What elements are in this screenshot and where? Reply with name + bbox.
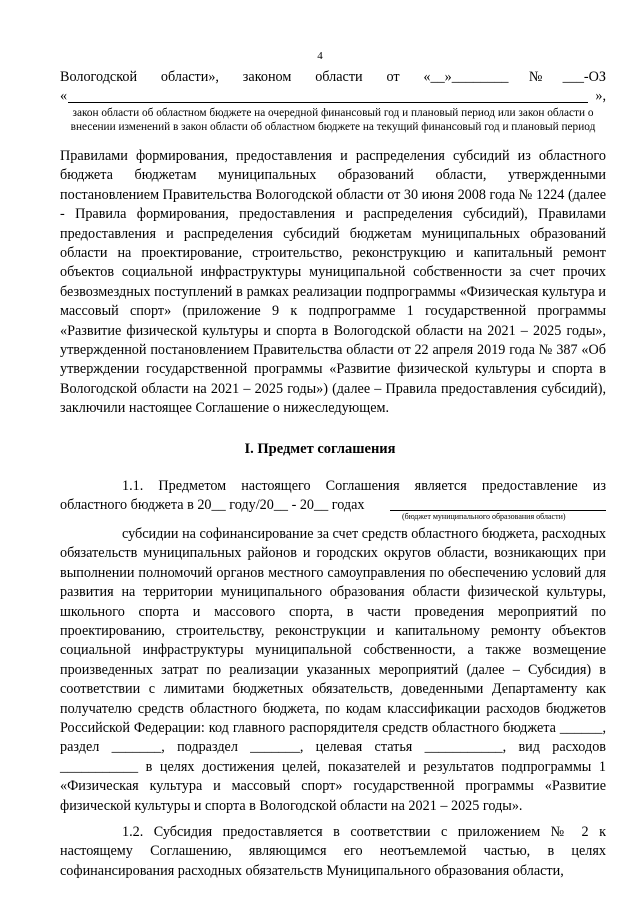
law-reference-line: Вологодской области», законом области от «__»________№___-ОЗ (60, 69, 606, 85)
section-heading: I. Предмет соглашения (244, 441, 396, 457)
intro-paragraph: Правилами формирования, предоставления и распределения субсидий из областного бюджета бюджетам муниципальных образований области, утвержденными постановлением Правительства Вологодской области от 30 июня 2008 года № 1224 (далее - Правила формирования, предоставления и распределения субсидий), Правилами предоставления и распределения субсидий бюджетам муниципальных образований области на проектирование, строительство, реконструкцию и капитальный ремонт объектов социальной инфраструктуры муниципальной собственности за счет прочих безвозмездных поступлений в рамках реализации подпрограммы «Физическая культура и массовый спорт» (приложение 9 к подпрограмме 1 государственной программы «Развитие физической культуры и спорта в Вологодской области на 2021 – 2025 годы», утвержденной постановлением Правительства области от 22 апреля 2019 года № 387 «Об утверждении государственной программы «Развитие физической культуры и спорта в Вологодской области на 2021 – 2025 годы») (далее – Правила предоставления субсидий), заключили настоящее Соглашение о нижеследующем. (60, 148, 606, 417)
clause-1-2: 1.2. Субсидия предоставляется в соответствии с приложением № 2 к настоящему Соглашению, являющимся его неотъемлемой частью, в целях софинансирования расходных обязательств Муниципального образования области, (60, 824, 606, 879)
budget-caption: (бюджет муниципального образования области) (402, 512, 566, 521)
law-name-underline (68, 102, 588, 103)
page-number: 4 (317, 50, 323, 62)
law-name-blank-line (60, 87, 606, 106)
clause-1-1-first-line: 1.1. Предметом настоящего Соглашения является предоставление из (122, 478, 606, 494)
close-quote: », (595, 88, 606, 104)
open-quote: « (60, 88, 68, 104)
law-caption: закон области об областном бюджете на очередной финансовый год и плановый период или закон области о внесении изменений в закон области об областном бюджете на текущий финансовый год и плановый период (70, 107, 596, 133)
budget-underline (390, 510, 606, 511)
clause-1-1-body: субсидии на софинансирование за счет средств областного бюджета, расходных обязательств муниципальных районов и городских округов области, возникающих при выполнении полномочий органов местного самоуправления по обеспечению условий для развития на территории муниципального образования области физической культуры, школьного спорта и массового спорта, в части проведения мероприятий по проектированию, строительству, реконструкции и капитальному ремонту объектов социальной инфраструктуры муниципальной собственности, а также возмещение произведенных затрат по реализации указанных мероприятий (далее – Субсидия) в соответствии с лимитами бюджетных обязательств, доведенными Департаменту как получателю средств областного бюджета, по кодам классификации расходов бюджетов Российской Федерации: код главного распорядителя средств областного бюджета ______, раздел _______, подраздел _______, целевая статья ___________, вид расходов ___________ в целях достижения целей, показателей и результатов подпрограммы 1 «Физическая культура и массовый спорт» государственной программы «Развитие физической культуры и спорта в Вологодской области на 2021 – 2025 годы». (60, 526, 606, 814)
clause-1-1-second-line: областного бюджета в 20__ году/20__ - 20__ годах (60, 497, 365, 513)
